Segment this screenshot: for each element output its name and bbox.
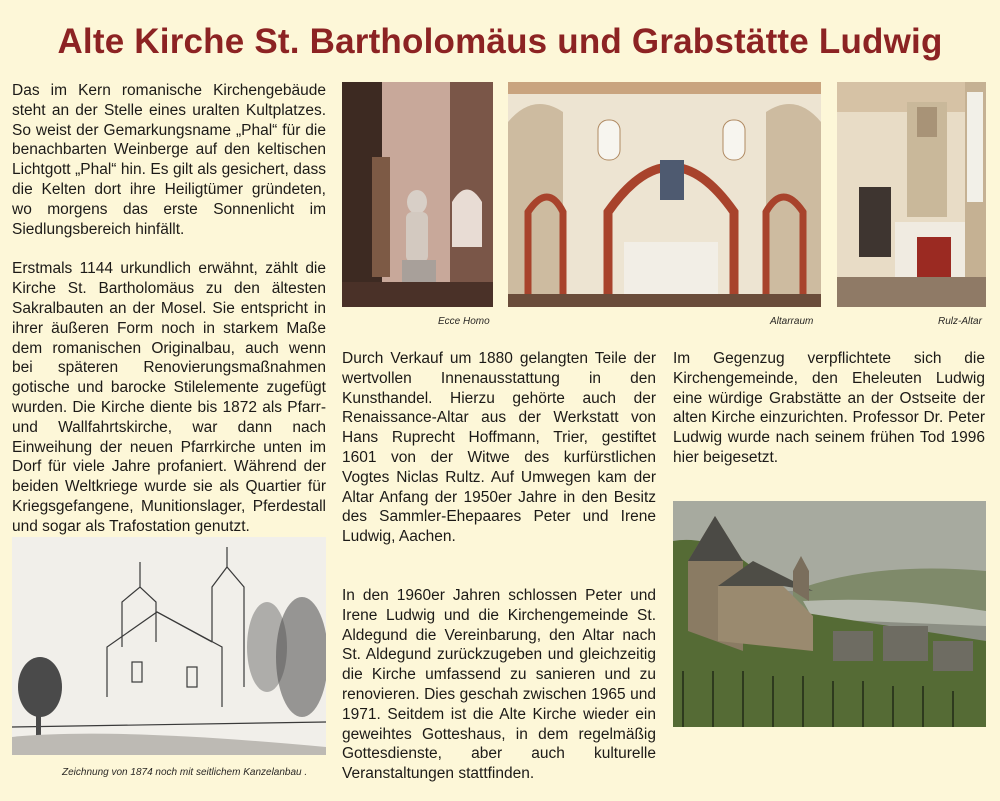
right-column	[673, 349, 985, 468]
middle-paragraph-2: In den 1960er Jahren schlossen Peter und Irene Ludwig und die Kirchengemeinde St. Aldegund die Vereinbarung, den Altar nach St. Aldegund zurückzugeben und gleichzeitig die Kirche umfassend zu sanieren und zu renovieren. Dies geschah zwischen 1965 und 1971. Seitdem ist die Alte Kirche wieder ein geweihtes Gotteshaus, in dem regelmäßig Gottesdienste, aber auch kulturelle Veranstaltungen stattfinden.	[342, 586, 656, 783]
left-paragraph-2: Erstmals 1144 urkundlich erwähnt, zählt die Kirche St. Bartholomäus zu den ältesten Sakralbauten an der Mosel. Sie entspricht in ihrer äußeren Form noch in starkem Maße dem romanischen Originalbau, auch wenn bei späteren Renovierungsmaßnahmen gotische und barocke Stilelemente zugefügt wurden. Die Kirche diente bis 1872 als Pfarr- und Wallfahrtskirche, war dann nach Einweihung der neuen Pfarrkirche unten im Dorf für viele Jahre profaniert. Während der beiden Weltkriege wurde sie als Quartier für Kriegsgefangene, Munitionslager, Pferdestall und sogar als Trafostation genutzt.	[12, 260, 326, 535]
caption-drawing: Zeichnung von 1874 noch mit seitlichem Kanzelanbau .	[62, 767, 308, 778]
drawing-1874	[12, 537, 326, 755]
right-paragraph-1: Im Gegenzug verpflichtete sich die Kirchengemeinde, den Eheleuten Ludwig eine würdige Grabstätte an der Ostseite der alten Kirche einzurichten. Professor Dr. Peter Ludwig wurde nach seinem frühen Tod 1996 hier beigesetzt.	[673, 350, 985, 466]
left-column	[12, 81, 326, 537]
caption-ecce-homo: Ecce Homo	[438, 316, 490, 327]
page-title: Alte Kirche St. Bartholomäus und Grabstätte Ludwig	[57, 22, 943, 61]
caption-rulz-altar: Rulz-Altar	[938, 316, 982, 327]
ecce-homo-photo	[342, 82, 493, 307]
caption-altarraum: Altarraum	[770, 316, 814, 327]
middle-paragraph-1: Durch Verkauf um 1880 gelangten Teile der wertvollen Innenausstattung in den Kunsthandel. Hierzu gehörte auch der Renaissance-Altar aus der Werkstatt von Hans Ruprecht Hoffmann, Trier, gestiftet 1601 von der Witwe des kurfürstlichen Vogtes Niclas Rultz. Auf Umwegen kam der Altar Anfang der 1950er Jahre in den Besitz des Sammler-Ehepaares Peter und Irene Ludwig, Aachen.	[342, 350, 656, 546]
left-paragraph-1: Das im Kern romanische Kirchengebäude steht an der Stelle eines uralten Kultplatzes. So weist der Gemarkungsname „Phal“ für die benachbarten Weinberge auf den keltischen Lichtgott „Phal“ hin. Es gilt als gesichert, dass die Kelten dort ihre Heiligtümer gründeten, wo morgens das erste Sonnenlicht im Siedlungsbereich hinfällt.	[12, 82, 326, 238]
rulz-altar-photo	[837, 82, 986, 307]
painting-village	[673, 501, 986, 727]
altarraum-photo	[508, 82, 821, 307]
middle-column	[342, 349, 656, 784]
